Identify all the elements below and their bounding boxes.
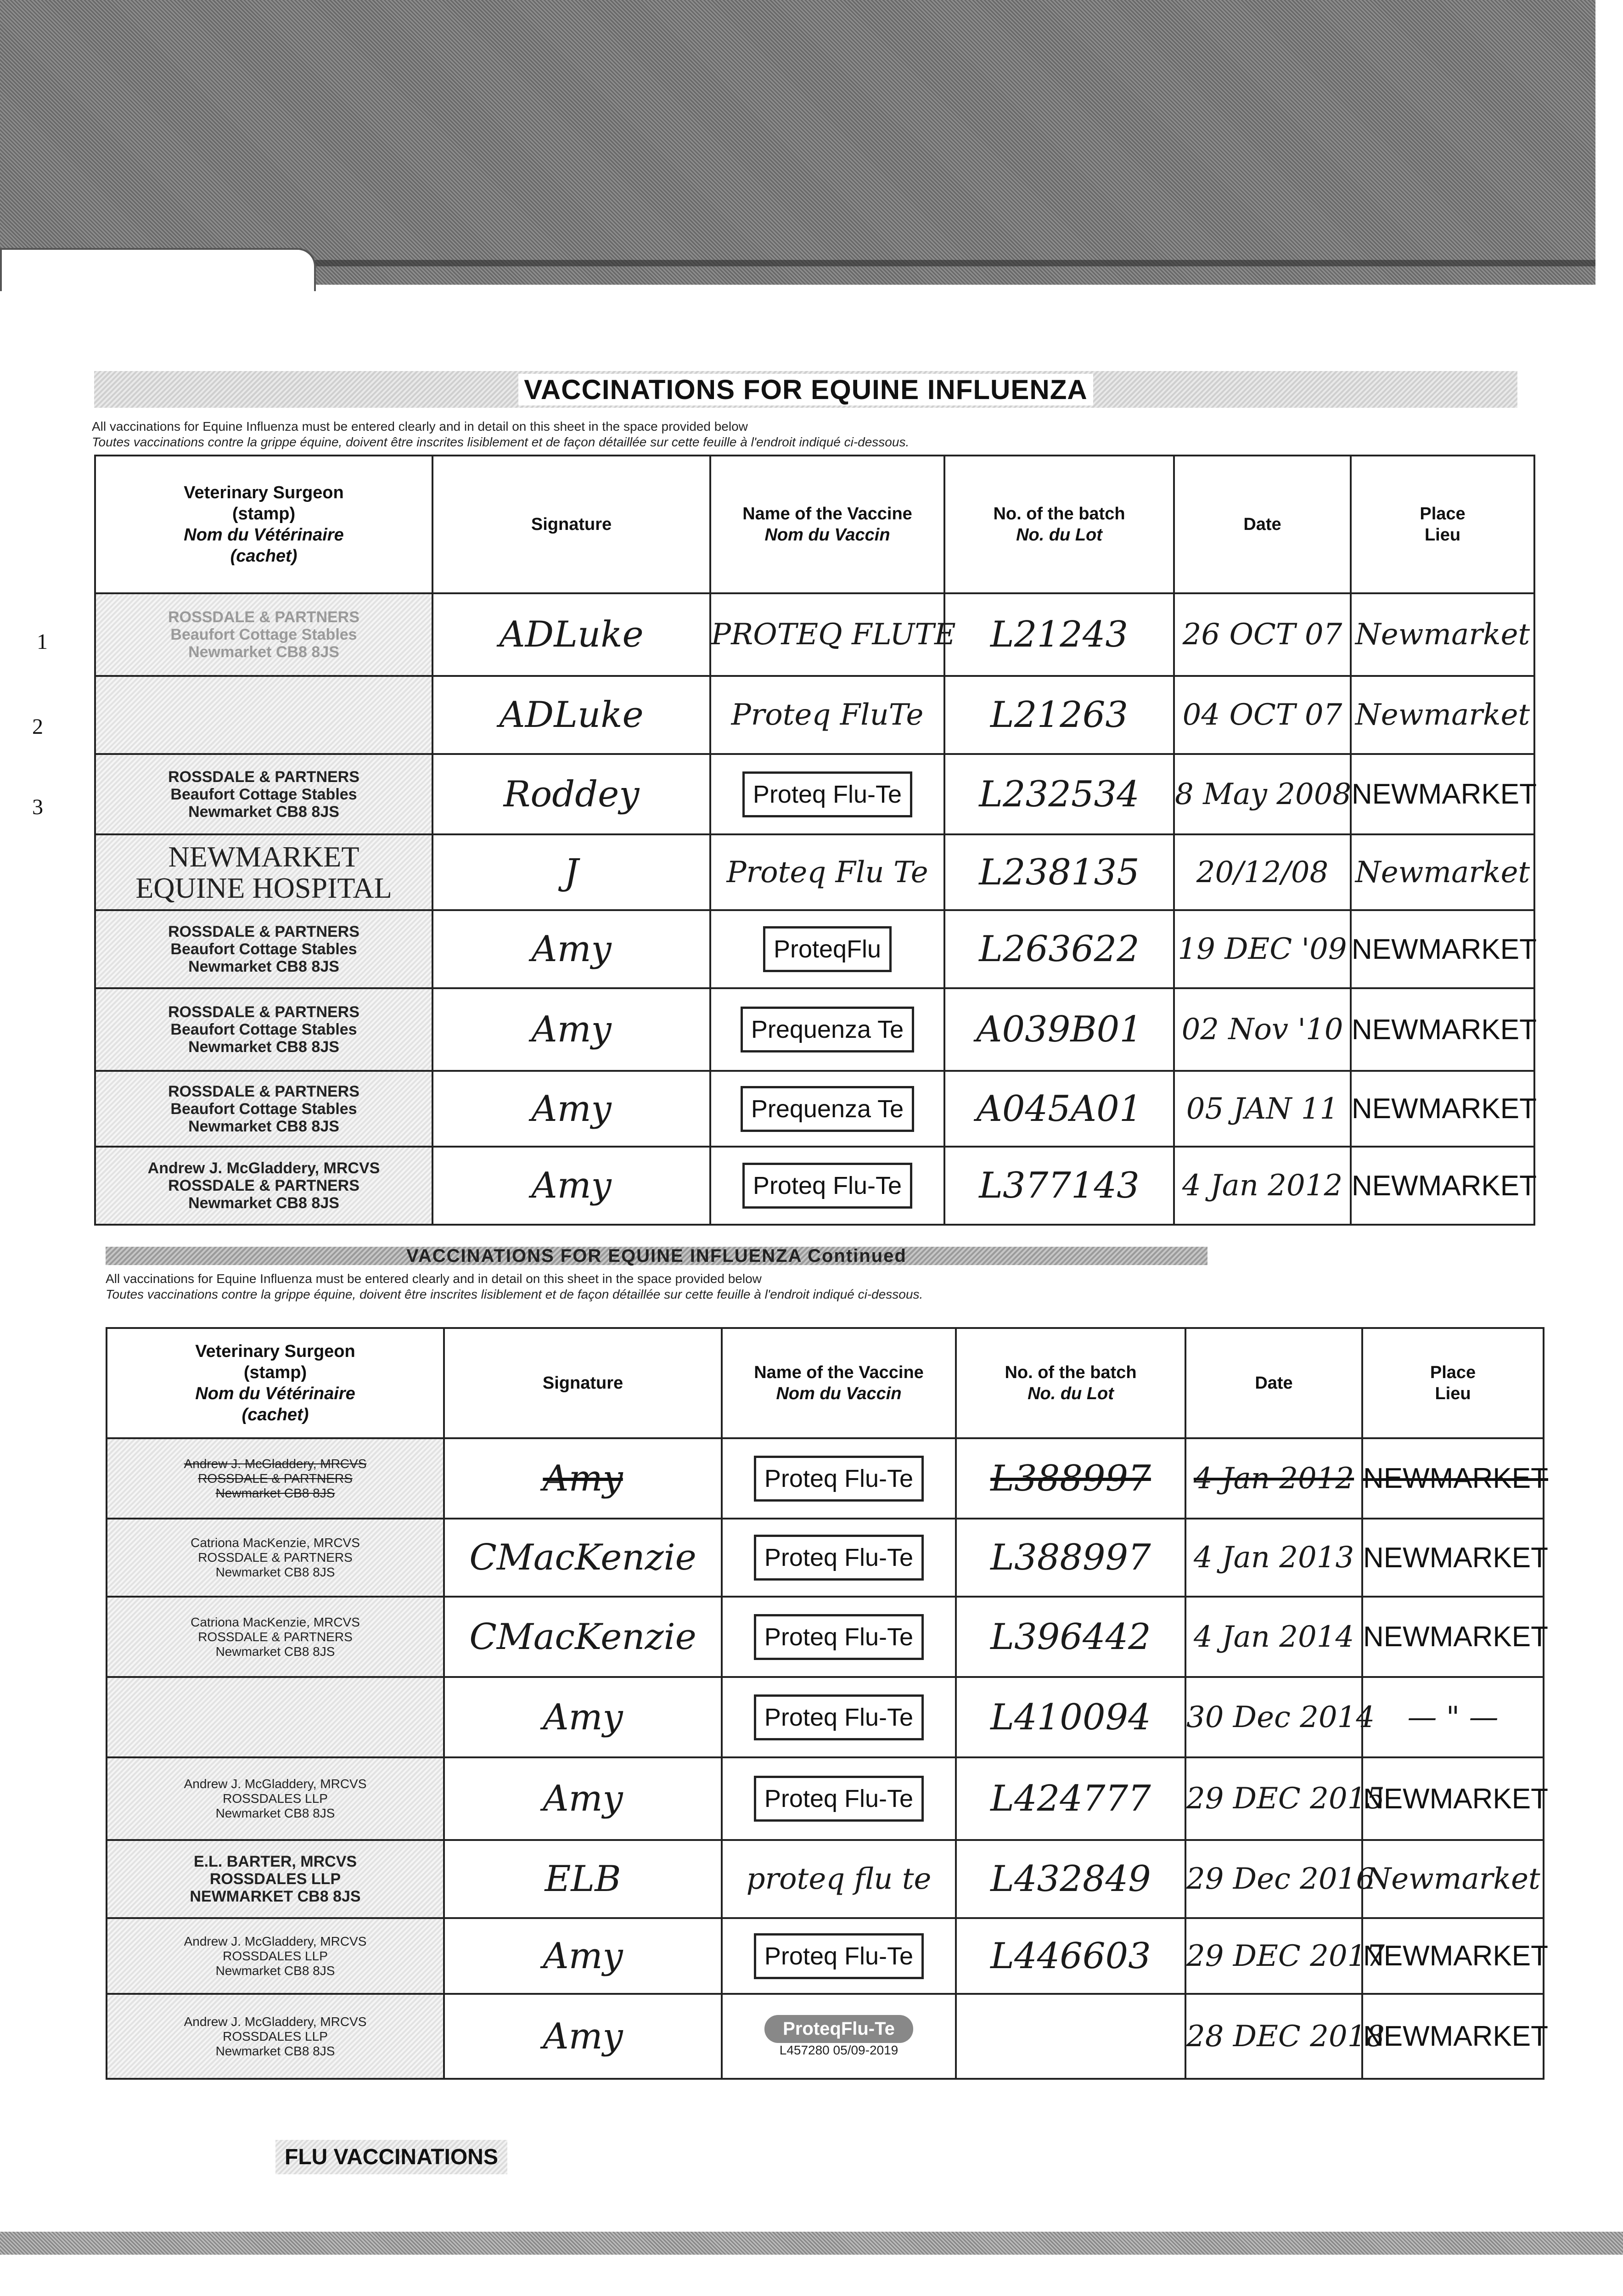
vet-stamp-line: Andrew J. McGladdery, MRCVS [184,1934,367,1948]
date-cell [1174,1147,1351,1225]
place-value: NEWMARKET [1363,1783,1548,1815]
col-place: Place Lieu [1362,1328,1544,1438]
vet-stamp-cell [95,593,432,676]
place-cell [1362,1994,1548,2079]
place-cell [1351,1071,1537,1147]
vet-stamp-cell [107,1757,444,1840]
table-row [107,1918,1544,1994]
scanned-bottom-band [0,2232,1623,2255]
instructions-2 [106,1271,1529,1302]
vaccine-cell [710,593,956,676]
signature-cell [432,834,710,910]
signature: Roddey [503,773,640,815]
vet-stamp-line: ROSSDALE & PARTNERS [168,1003,359,1021]
date-value: 26 OCT 07 [1182,618,1342,652]
place-cell [1362,1757,1548,1840]
place-cell [1362,1438,1548,1519]
date-cell [1185,1840,1375,1918]
vaccine-cell [722,1994,956,2079]
continued-heading-text: VACCINATIONS FOR EQUINE INFLUENZA Continued [406,1245,907,1266]
instructions-en: All vaccinations for Equine Influenza must be entered clearly and in detail on this sheet in the space provided below [92,419,748,433]
place-value: Newmarket [1355,855,1530,889]
vet-stamp-line: Newmarket CB8 8JS [188,1117,339,1135]
table-row [107,1757,1544,1840]
place-value: NEWMARKET [1352,1013,1537,1046]
place-value: — " — [1407,1700,1499,1734]
signature-cell [444,1519,722,1597]
vet-stamp-line: Newmarket CB8 8JS [215,1486,335,1500]
instructions-en: All vaccinations for Equine Influenza must be entered clearly and in detail on this sheet in the space provided below [106,1272,762,1286]
batch-number: A045A01 [976,1088,1142,1130]
batch-cell [944,1147,1174,1225]
vet-stamp-cell [107,1677,444,1757]
table-row [95,1147,1534,1225]
vet-stamp-line: Newmarket CB8 8JS [188,1194,339,1212]
signature-cell [444,1757,722,1840]
date-value: 05 JAN 11 [1186,1092,1339,1126]
vet-stamp-line: Beaufort Cottage Stables [170,1100,357,1118]
col-vaccine: Name of the Vaccine Nom du Vaccin [722,1328,956,1438]
batch-cell [956,1597,1185,1677]
batch-number: L232534 [979,773,1140,815]
date-cell [1174,676,1351,754]
table-row [95,676,1534,754]
vaccine-label-name: ProteqFlu-Te [764,2015,913,2043]
heading-text: VACCINATIONS FOR EQUINE INFLUENZA [518,374,1093,405]
vaccine-cell [710,988,944,1071]
date-value: 4 Jan 2012 [1193,1461,1354,1496]
date-value: 02 Nov '10 [1181,1013,1343,1047]
vet-stamp-line: ROSSDALE & PARTNERS [168,923,359,940]
vet-stamp-line: Beaufort Cottage Stables [170,785,357,803]
signature: Amy [543,2015,623,2057]
place-cell [1351,988,1537,1071]
batch-cell [944,593,1174,676]
vet-stamp-line: Newmarket CB8 8JS [215,2043,335,2058]
vet-stamp-cell [95,1071,432,1147]
table-row [95,834,1534,910]
vaccine-cell [722,1519,956,1597]
place-value: NEWMARKET [1363,1463,1548,1494]
row-number: 3 [32,795,43,819]
place-cell [1351,754,1537,834]
signature: CMacKenzie [469,1537,696,1578]
place-cell [1351,910,1537,988]
signature-cell [444,1840,722,1918]
signature-cell [444,1994,722,2079]
date-cell [1174,988,1351,1071]
batch-cell [956,1757,1185,1840]
signature-cell [432,593,710,676]
place-cell [1362,1840,1544,1918]
table-row [95,593,1534,676]
vet-stamp-line: NEWMARKET CB8 8JS [190,1888,361,1905]
place-value: Newmarket [1355,618,1530,652]
place-cell [1351,676,1534,754]
table-row [107,1438,1544,1519]
place-cell [1362,1918,1548,1994]
instructions-fr: Toutes vaccinations contre la grippe équine, doivent être inscrites lisiblement et de façon détaillée sur cette feuille à l'endroit indiqué ci-dessous. [106,1287,923,1301]
vet-stamp-line: ROSSDALES LLP [223,1791,328,1806]
vet-stamp-line: Andrew J. McGladdery, MRCVS [184,1456,367,1471]
vaccine-stamp: Proteq Flu-Te [754,1535,924,1581]
date-cell [1185,1519,1362,1597]
table-header-row [107,1328,1544,1438]
date-value: 20/12/08 [1196,855,1329,889]
batch-number: L388997 [990,1458,1151,1499]
place-value: Newmarket [1355,698,1530,732]
place-value: NEWMARKET [1352,1093,1537,1125]
batch-cell [956,1519,1185,1597]
vet-stamp-cell [107,1519,444,1597]
batch-cell [956,1994,1185,2079]
date-cell [1185,1677,1375,1757]
batch-number: L238135 [979,851,1140,893]
col-batch: No. of the batch No. du Lot [944,456,1174,593]
date-value: 4 Jan 2013 [1193,1541,1354,1575]
vet-stamp-line: EQUINE HOSPITAL [135,871,392,904]
signature-cell [432,676,710,754]
place-value: NEWMARKET [1352,1170,1537,1202]
batch-number: L377143 [979,1165,1140,1206]
batch-cell [956,1677,1185,1757]
vet-stamp-line: Newmarket CB8 8JS [188,643,339,661]
row-number: 1 [37,630,48,654]
date-cell [1174,1071,1351,1147]
vet-stamp-cell [95,834,432,910]
signature: Amy [531,1088,612,1130]
row-number: 2 [32,715,43,739]
vaccine-stamp: Proteq Flu-Te [754,1614,924,1660]
place-value: NEWMARKET [1363,1621,1548,1653]
footer-label: FLU VACCINATIONS [275,2140,507,2174]
vaccine-cell [710,1147,944,1225]
place-value: Newmarket [1365,1862,1540,1896]
table-row [107,1677,1544,1757]
vaccine-stamp: Prequenza Te [741,1086,914,1132]
table-row [95,910,1534,988]
batch-number: L396442 [990,1616,1151,1658]
vet-stamp-line: Catriona MacKenzie, MRCVS [191,1615,360,1629]
date-value: 4 Jan 2014 [1193,1620,1354,1654]
batch-number: L410094 [990,1696,1151,1738]
vet-stamp-line: Beaufort Cottage Stables [170,940,357,958]
place-cell [1362,1519,1548,1597]
signature: ELB [545,1858,621,1900]
vaccine-stamp: Proteq Flu-Te [742,1163,912,1209]
batch-cell [944,834,1174,910]
vaccine-cell [722,1677,956,1757]
date-cell [1174,754,1351,834]
signature: Amy [531,1165,612,1206]
instructions-fr: Toutes vaccinations contre la grippe équine, doivent être inscrites lisiblement et de façon détaillée sur cette feuille à l'endroit indiqué ci-dessous. [92,435,910,449]
vaccine-cell [710,754,944,834]
signature: Amy [543,1696,623,1738]
place-value: NEWMARKET [1363,1940,1548,1972]
table-row [107,1994,1544,2079]
signature-cell [432,1071,710,1147]
col-signature: Signature [444,1328,722,1438]
batch-cell [944,1071,1174,1147]
vaccine-cell [722,1918,956,1994]
signature: J [564,851,579,893]
date-value: 29 DEC 2015 [1186,1782,1385,1816]
vet-stamp-cell [107,1840,444,1918]
batch-cell [944,910,1174,988]
vaccine-stamp: Proteq Flu-Te [754,1933,924,1979]
vet-stamp-line: ROSSDALE & PARTNERS [198,1550,353,1564]
vaccine-stamp: Proteq Flu-Te [754,1776,924,1822]
col-vet: Veterinary Surgeon (stamp) Nom du Vétérinaire (cachet) [107,1328,444,1438]
instructions-1 [92,419,1515,450]
vet-stamp-line: ROSSDALES LLP [223,2029,328,2043]
vaccine-cell [722,1757,956,1840]
signature-cell [432,988,710,1071]
date-cell [1185,1438,1362,1519]
vaccine-stamp: Proteq Flu-Te [754,1456,924,1502]
place-value: NEWMARKET [1352,933,1537,965]
date-value: 8 May 2008 [1175,777,1352,811]
tab-divider [0,248,316,291]
vaccine-label-lot [723,2043,955,2058]
place-cell [1362,1677,1544,1757]
place-cell [1351,593,1534,676]
vet-stamp-cell [95,754,432,834]
signature: ADLuke [499,614,644,655]
col-date: Date [1174,456,1351,593]
signature: Amy [531,929,612,970]
vet-stamp-line: ROSSDALE & PARTNERS [168,1177,359,1194]
vet-stamp-line: Newmarket CB8 8JS [215,1565,335,1579]
place-cell [1351,834,1534,910]
signature: Amy [543,1458,623,1499]
col-vet: Veterinary Surgeon (stamp) Nom du Vétérinaire (cachet) [95,456,432,593]
vet-stamp-cell [107,1918,444,1994]
signature: ADLuke [499,694,644,736]
vet-stamp-line: Newmarket CB8 8JS [188,803,339,821]
vet-stamp-line: Beaufort Cottage Stables [170,1021,357,1038]
vaccine-handwritten: proteq flu te [746,1862,932,1896]
signature-cell [444,1918,722,1994]
vaccine-cell [722,1438,956,1519]
vaccination-table-2 [106,1327,1548,2080]
batch-number: A039B01 [976,1009,1142,1050]
signature-cell [444,1597,722,1677]
col-place: Place Lieu [1351,456,1534,593]
vet-stamp-line: Newmarket CB8 8JS [188,958,339,975]
vet-stamp-line: Beaufort Cottage Stables [170,626,357,643]
col-date: Date [1185,1328,1362,1438]
batch-number: L21243 [990,614,1128,655]
date-value: 19 DEC '09 [1178,932,1347,966]
batch-number: L446603 [990,1935,1151,1977]
table-row [95,1071,1534,1147]
vet-stamp-line: ROSSDALE & PARTNERS [168,608,359,626]
vet-stamp-line: Catriona MacKenzie, MRCVS [191,1536,360,1550]
vet-stamp-line: E.L. BARTER, MRCVS [193,1853,357,1870]
date-cell [1174,593,1351,676]
batch-number: L263622 [979,929,1140,970]
signature: Amy [543,1935,623,1977]
vet-stamp-line: NEWMARKET [168,840,359,873]
signature: CMacKenzie [469,1616,696,1658]
vaccine-handwritten: Proteq FluTe [731,698,924,732]
vet-stamp-line: ROSSDALES LLP [209,1870,341,1888]
batch-cell [944,676,1174,754]
vet-stamp-cell [107,1597,444,1677]
batch-number: L432849 [990,1858,1151,1900]
vet-stamp-line: Newmarket CB8 8JS [215,1644,335,1659]
date-value: 4 Jan 2012 [1182,1169,1343,1203]
batch-number: L388997 [990,1537,1151,1578]
date-value: 30 Dec 2014 [1186,1700,1375,1734]
table-row [107,1519,1544,1597]
vet-stamp-line: ROSSDALE & PARTNERS [198,1629,353,1644]
vet-stamp-cell [107,1994,444,2079]
date-cell [1185,1757,1385,1840]
place-value: NEWMARKET [1363,1542,1548,1574]
date-cell [1185,1597,1362,1677]
vet-stamp-line: Newmarket CB8 8JS [215,1963,335,1978]
vaccine-cell [710,910,944,988]
vet-stamp-line: ROSSDALES LLP [223,1948,328,1963]
vet-stamp-line: Andrew J. McGladdery, MRCVS [184,2014,367,2029]
signature-cell [432,1147,710,1225]
label-lot: L457280 [779,2043,830,2057]
vaccine-stamp: Proteq Flu-Te [754,1694,924,1740]
batch-cell [956,1840,1185,1918]
table-header-row [95,456,1534,593]
vet-stamp-cell [95,1147,432,1225]
vaccine-cell [722,1597,956,1677]
label-exp: 05/09-2019 [833,2043,899,2057]
table-row [107,1840,1544,1918]
signature-cell [444,1438,722,1519]
date-cell [1174,910,1351,988]
vet-stamp-line: ROSSDALE & PARTNERS [168,1082,359,1100]
vet-stamp-line: ROSSDALE & PARTNERS [168,768,359,786]
vet-stamp-line: Newmarket CB8 8JS [215,1806,335,1820]
place-cell [1362,1597,1548,1677]
place-cell [1351,1147,1537,1225]
vet-stamp-cell [95,988,432,1071]
vaccination-table-1 [94,455,1535,1226]
vaccine-cell [710,834,944,910]
vaccine-label-sticker [723,2015,955,2058]
vet-stamp-line: Andrew J. McGladdery, MRCVS [147,1159,380,1177]
place-value: NEWMARKET [1363,2020,1548,2052]
continued-heading [106,1247,1207,1265]
vaccine-cell [722,1840,956,1918]
date-value: 28 DEC 2018 [1186,2019,1385,2054]
signature-cell [432,910,710,988]
signature-cell [444,1677,722,1757]
table-row [107,1597,1544,1677]
vaccine-cell [710,676,944,754]
batch-number: L21263 [990,694,1128,736]
vet-stamp-line: Newmarket CB8 8JS [188,1038,339,1056]
vet-stamp-line: Andrew J. McGladdery, MRCVS [184,1777,367,1791]
scanned-top-band [0,0,1595,285]
signature: Amy [531,1009,612,1050]
date-value: 29 Dec 2016 [1186,1862,1375,1896]
date-cell [1185,1918,1385,1994]
vaccine-stamp: Proteq Flu-Te [742,771,912,817]
section-heading [94,371,1517,408]
batch-cell [956,1918,1185,1994]
col-vaccine: Name of the Vaccine Nom du Vaccin [710,456,944,593]
col-batch: No. of the batch No. du Lot [956,1328,1185,1438]
vet-stamp-cell [95,910,432,988]
vet-stamp-cell [107,1438,444,1519]
date-value: 04 OCT 07 [1182,698,1342,732]
batch-cell [956,1438,1185,1519]
signature: Amy [543,1778,623,1819]
date-value: 29 DEC 2017 [1186,1939,1385,1973]
place-value: NEWMARKET [1352,778,1537,810]
vaccine-handwritten: PROTEQ FLUTE [711,618,956,652]
vaccine-stamp: ProteqFlu [763,926,892,972]
date-cell [1174,834,1351,910]
batch-cell [944,988,1174,1071]
signature-cell [432,754,710,834]
vet-stamp-cell [95,676,432,754]
vaccine-stamp: Prequenza Te [741,1007,914,1052]
vet-stamp-line: ROSSDALE & PARTNERS [198,1471,353,1486]
table-row [95,988,1534,1071]
batch-cell [944,754,1174,834]
date-cell [1185,1994,1385,2079]
table-row [95,754,1534,834]
col-signature: Signature [432,456,710,593]
vaccine-handwritten: Proteq Flu Te [726,855,928,889]
batch-number: L424777 [990,1778,1151,1819]
vaccine-cell [710,1071,944,1147]
